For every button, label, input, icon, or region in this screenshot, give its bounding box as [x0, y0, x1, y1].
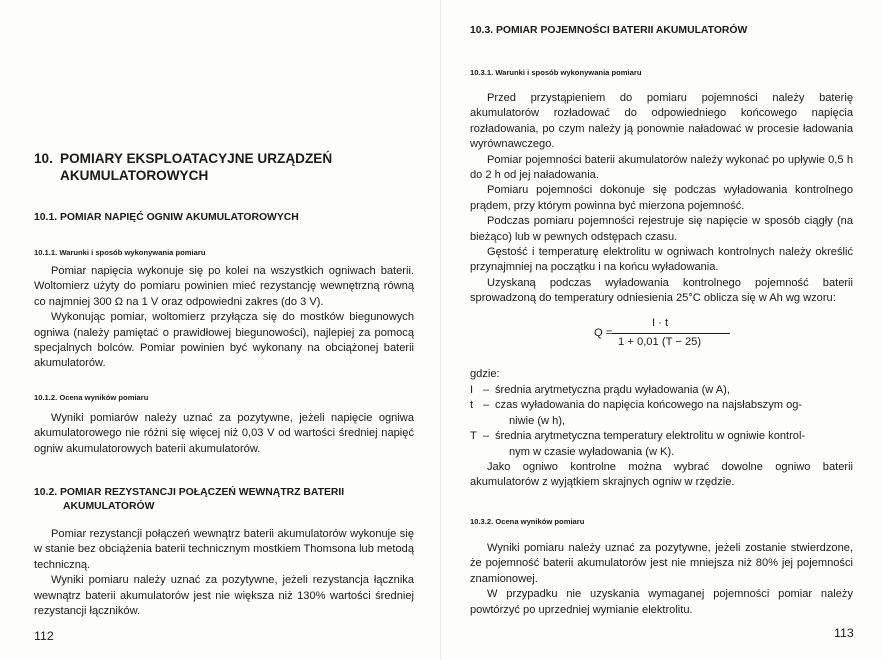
definition-dash: – [483, 399, 490, 412]
definition-symbol: T [470, 430, 477, 443]
paragraph: Wyniki pomiarów należy uznać za pozytywne, jeżeli napięcie ogniwa akumulatorowego nie różni się więcej niż 0,03 V od wartości średniej napięć ogniw akumulatorowych baterii akumulatorów. [34, 412, 414, 455]
definition-text [495, 429, 853, 460]
paragraph: Podczas pomiaru pojemności rejestruje się napięcie w sposób ciągły (na bieżąco) lub w pewnych odstępach czasu. [470, 215, 853, 243]
list-item [470, 383, 853, 398]
paragraph: Uzyskaną podczas wyładowania kontrolnego pojemność baterii sprowadzoną do temperatury odniesienia 25°C oblicza się w Ah wg wzoru: [470, 276, 853, 305]
list-item [470, 398, 853, 429]
section-heading-10-2-line1: 10.2. POMIAR REZYSTANCJI POŁĄCZEŃ WEWNĄTRZ BATERII [34, 487, 345, 498]
section-10-1-1-text [34, 264, 414, 372]
section-10-3-1-text [470, 91, 853, 307]
paragraph: Wykonując pomiar, woltomierz przyłącza się do mostków biegunowych ogniwa (należy pamiętać o prawidłowej biegunowości), najlepiej za pomocą specjalnych bolców. Pomiar powinien być wykonany na obciążonej baterii akumulatorów. [34, 311, 414, 370]
chapter-number: 10. [34, 151, 53, 166]
section-heading-10-2-line2: AKUMULATORÓW [63, 501, 155, 512]
definition-dash: – [483, 430, 490, 443]
fraction-bar [612, 333, 730, 334]
list-item [470, 429, 853, 460]
definition-symbol: I [470, 384, 474, 396]
section-heading-10-1: 10.1. POMIAR NAPIĘĆ OGNIW AKUMULATOROWYCH [34, 212, 299, 223]
paragraph: Pomiaru pojemności dokonuje się podczas wyładowania kontrolnego prądem, przy którym powinna być mierzona pojemność. [470, 184, 853, 212]
definitions-list [470, 383, 853, 460]
right-page [441, 0, 882, 660]
paragraph: Pomiar napięcia wykonuje się po kolei na wszystkich ogniwach baterii. Woltomierz użyty do pomiaru powinien mieć rezystancję wewnętrzną równą co najmniej 300 Ω na 1 V oraz odpowiedni zakres (do 3 V). [34, 265, 414, 308]
paragraph: W przypadku nie uzyskania wymaganej pojemności pomiar należy powtórzyć po uprzedniej wymianie elektrolitu. [470, 588, 853, 616]
paragraph: Wyniki pomiaru należy uznać za pozytywne, jeżeli rezystancja łącznika wewnątrz baterii akumulatorów jest nie większa niż 130% wartości średniej rezystancji łączników. [34, 574, 414, 618]
paragraph: Gęstość i temperaturę elektrolitu w ogniwach kontrolnych należy określić przynajmniej na początku i na końcu wyładowania. [470, 246, 853, 274]
paragraph: Przed przystąpieniem do pomiaru pojemności należy baterię akumulatorów rozładować do odpowiedniego końcowego napięcia rozładowania, po czym należy ją ponownie naładować w procesie ładowania wyrównawczego. [470, 92, 853, 151]
paragraph: Pomiar rezystancji połączeń wewnątrz baterii akumulatorów wykonuje się w stanie bez obciążenia baterii technicznym mostkiem Thomsona lub metodą techniczną. [34, 528, 414, 571]
page-number-left: 112 [34, 629, 54, 643]
definition-text: średnia arytmetyczna prądu wyładowania (w A), [495, 384, 730, 396]
gdzie-label: gdzie: [470, 368, 500, 380]
section-10-3-2-text [470, 541, 853, 618]
section-heading-10-3: 10.3. POMIAR POJEMNOŚCI BATERII AKUMULATORÓW [470, 25, 748, 36]
gdzie-label-block [470, 367, 853, 382]
chapter-title-line1: POMIARY EKSPLOATACYJNE URZĄDZEŃ [60, 151, 333, 166]
subsection-heading-10-3-1: 10.3.1. Warunki i sposób wykonywania pomiaru [470, 68, 642, 77]
definition-line1: średnia arytmetyczna temperatury elektrolitu w ogniwie kontrol- [495, 430, 806, 443]
definition-line2: nym w czasie wyładowania (w K). [509, 445, 675, 458]
definition-line1: czas wyładowania do napięcia końcowego na najsłabszym og- [495, 399, 803, 412]
definition-dash: – [483, 384, 490, 396]
paragraph: Jako ogniwo kontrolne można wybrać dowolne ogniwo baterii akumulatorów z wyjątkiem skrajnych ogniw w rzędzie. [470, 461, 853, 489]
section-10-2-text [34, 527, 414, 619]
capacity-formula [594, 317, 754, 357]
paragraph: Pomiar pojemności baterii akumulatorów należy wykonać po upływie 0,5 h do 2 h od jej naładowania. [470, 153, 853, 182]
definition-text [495, 398, 853, 429]
subsection-heading-10-1-2: 10.1.2. Ocena wyników pomiaru [34, 393, 149, 402]
formula-denominator: 1 + 0,01 (T − 25) [618, 336, 702, 348]
paragraph: Wyniki pomiaru należy uznać za pozytywne, jeżeli zostanie stwierdzone, że pojemność baterii akumulatorów jest nie mniejsza niż 80% jej pojemności znamionowej. [470, 542, 853, 585]
subsection-heading-10-1-1: 10.1.1. Warunki i sposób wykonywania pomiaru [34, 248, 206, 257]
formula-lhs: Q = [594, 327, 613, 339]
section-heading-10-2 [34, 486, 344, 514]
definition-symbol: t [470, 399, 474, 412]
chapter-heading [34, 150, 332, 184]
page-number-right: 113 [834, 626, 854, 640]
section-10-1-2-text [34, 411, 414, 457]
section-10-3-1-closing [470, 460, 853, 491]
chapter-title-line2: AKUMULATOROWYCH [60, 168, 209, 183]
formula-numerator: I · t [652, 317, 669, 329]
subsection-heading-10-3-2: 10.3.2. Ocena wyników pomiaru [470, 517, 585, 526]
definition-line2: niwie (w h), [509, 414, 566, 427]
